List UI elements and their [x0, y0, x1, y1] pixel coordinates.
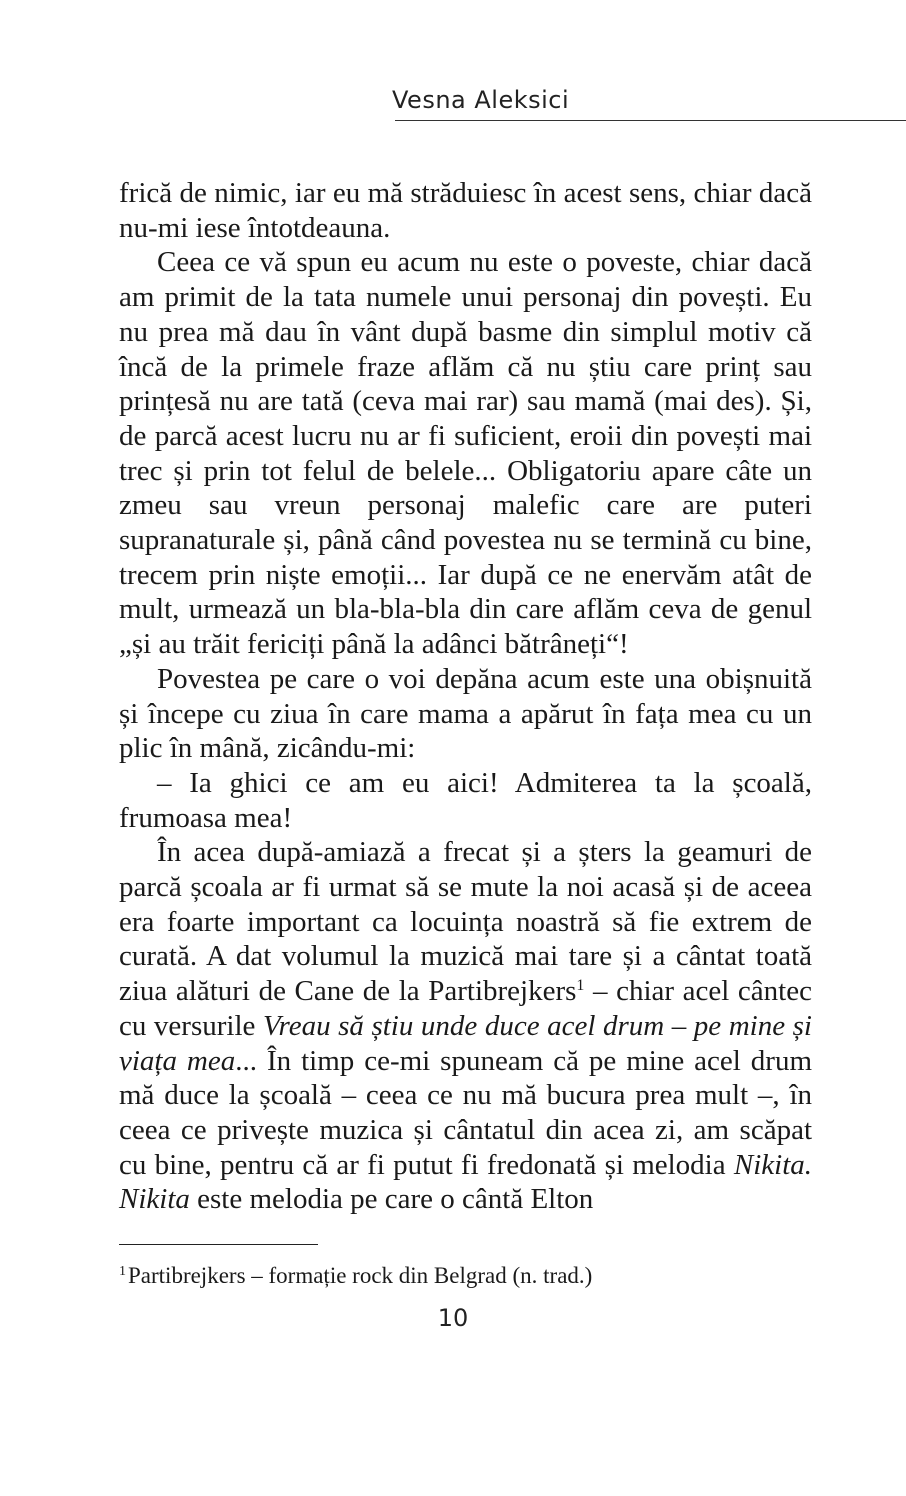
paragraph-5 — [119, 835, 812, 1217]
footnote-reference[interactable]: 1 — [576, 977, 585, 995]
paragraph-5-part-4: este melodia pe care o cântă Elton — [189, 1183, 594, 1216]
paragraph-5-italic-lyrics: Vreau să știu unde duce acel drum – pe mine și viața mea — [119, 1009, 812, 1077]
paragraph-2: Ceea ce vă spun eu acum nu este o poveste, chiar dacă am primit de la tata numele unui personaj din povești. Eu nu prea mă dau în vânt după basme din simplul motiv că încă de la primele fraze aflăm că nu știu care prinț sau prințesă nu are tată (ceva mai rar) sau mamă (mai des). Și, de parcă acest lucru nu ar fi suficient, eroii din povești mai trec și prin tot felul de belele... Obligatoriu apare câte un zmeu sau vreun personaj malefic care are puteri supranaturale și, până când povestea nu se termină cu bine, trecem prin niște emoții... Iar după ce ne enervăm atât de mult, urmează un bla-bla-bla din care aflăm ceva de genul „și au trăit fericiți până la adânci bătrâneți“! — [119, 246, 812, 661]
paragraph-5-part-1: În acea după-amiază a frecat și a șters la geamuri de parcă școala ar fi urmat să se mute la noi acasă și de aceea era foarte important ca locuința noastră să fie extrem de curată. A dat volumul la muzică mai tare și a cântat toată ziua alături de Cane de la Partibrejkers — [119, 836, 812, 1008]
running-header-author: Vesna Aleksici — [392, 86, 570, 114]
footnote-marker: 1 — [119, 1264, 126, 1279]
paragraph-3: Povestea pe care o voi depăna acum este una obișnuită și începe cu ziua în care mama a apărut în fața mea cu un plic în mână, zicându-mi: — [119, 662, 812, 765]
header-rule — [395, 120, 906, 121]
paragraph-5-italic-song: Nikita. Nikita — [119, 1148, 812, 1216]
paragraph-5-part-3: ... În timp ce-mi spuneam că pe mine acel drum mă duce la școală – ceea ce nu mă bucura prea mult –, în ceea ce privește muzica și cântatul din acea zi, am scăpat cu bine, pentru că ar fi putut fi fredonată și melodia — [119, 1044, 812, 1181]
main-text — [119, 176, 812, 1217]
page-number: 10 — [437, 1304, 469, 1332]
paragraph-5-part-2: – chiar acel cântec cu versurile — [119, 975, 812, 1042]
footnote-text: Partibrejkers – formație rock din Belgrad (n. trad.) — [128, 1263, 593, 1288]
paragraph-4-dialogue: – Ia ghici ce am eu aici! Admiterea ta la școală, frumoasa mea! — [119, 766, 812, 834]
footnote-rule — [119, 1244, 318, 1245]
footnote — [119, 1262, 812, 1290]
paragraph-1: frică de nimic, iar eu mă străduiesc în acest sens, chiar dacă nu-mi iese întotdeauna. — [119, 177, 812, 244]
